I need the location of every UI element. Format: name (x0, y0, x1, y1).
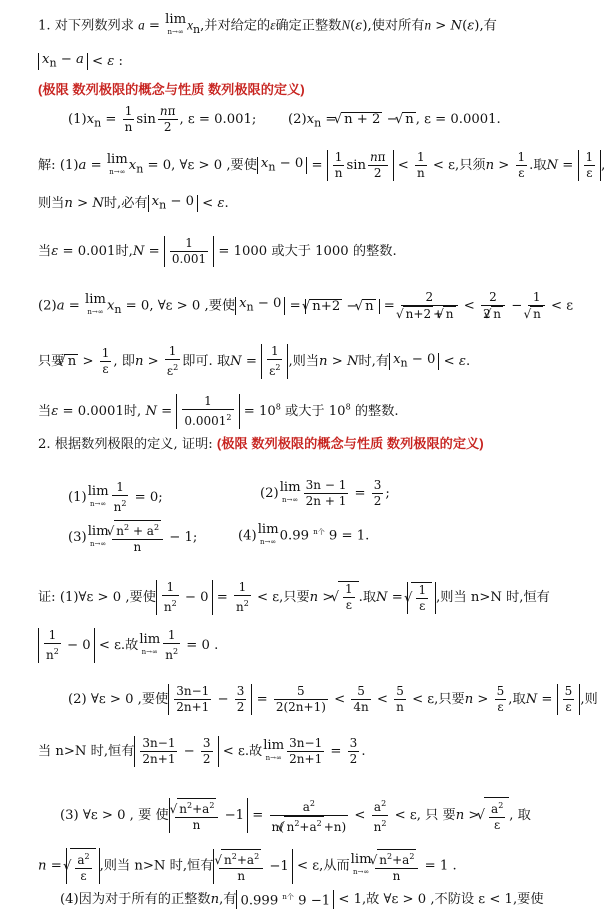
proof-3-cont: n = √ $\frac{a^2}{\varepsilon}$ ,则当 n>N 时,恒有 √ $\frac{n^2+a^2}{n}$ −1 < ε,从而 lim n→∞ √ $\frac{n^2+a^2}{n}$ = 1 . (38, 848, 457, 884)
text: ,则当 (288, 354, 320, 369)
text: = 1000 或大于 1000 的整数. (218, 244, 397, 259)
text: 或大于 (285, 404, 325, 419)
proof-2-cont: 当 n>N 时,恒有 $\frac{3n-1}{2n+1}$ − $\frac{3}{2}$ < ε.故 lim n→∞ $\frac{3n-1}{2n+1}$ = $\frac{3}{2}$ . (38, 736, 366, 766)
text: ,有 (219, 892, 237, 907)
text: ,并对给定的 (200, 18, 271, 34)
text: .故 (120, 638, 139, 653)
text: 只要 (38, 354, 65, 369)
text: , ∀ε > 0 ,要使 (171, 158, 257, 173)
text: 对下列数列求 (54, 18, 134, 34)
p2-item-3: (3) lim n→∞ √ $\frac{n^2 + a^2}{n}$ − 1; (68, 520, 197, 555)
text: , 取 (509, 808, 531, 823)
text: .取 (358, 590, 377, 605)
label: (3) (68, 530, 87, 545)
label: (2) (288, 112, 307, 127)
text: (1)∀ε > 0 ,要使 (59, 590, 156, 605)
text: , ∀ε > 0 ,要使 (149, 298, 236, 314)
text: 的整数. (354, 404, 399, 419)
text: ,则 (580, 692, 598, 707)
text: 时, (115, 244, 133, 259)
text: 则当 (38, 196, 65, 211)
proof-3: (3) ∀ε > 0 , 要 使 √ $\frac{n^2+a^2}{n}$ −1 = $\frac{a^2}{n(√ n^2+a^2 +n)}$ < $\frac{a^2}{n^2}$ < ε, 只 要n > √ $\frac{a^2}{\varepsilon}$ , 取 (60, 796, 531, 835)
problem-1-statement: 1. 对下列数列求 a = lim n→∞ $x_n$,并对给定的ε确定正整数N(ε),使对所有n > N(ε),有 (38, 12, 497, 37)
solution-2: (2)a = lim n→∞ $x_n = 0$, ∀ε > 0 ,要使 $x_n - 0$ = √ n+2 − √ n = 2 √ n+2 +√ n < $\frac{2}{2√ n}$ − 1 √ n < ε (38, 290, 573, 322)
label: (1) (59, 158, 79, 173)
text: 时,有 (358, 354, 390, 369)
text: 证明: (181, 437, 213, 452)
text: 当 (38, 404, 52, 419)
p2-item-1: (1) lim n→∞ $\frac{1}{n^2}$ = 0; (68, 480, 163, 514)
item-2: $(2)x_n$ = √ n + 2 − √ n , ε = 0.0001. (288, 110, 501, 134)
text: , 即 (113, 354, 135, 369)
section-tag: (极限 数列极限的概念与性质 数列极限的定义) (38, 82, 305, 97)
solution-1-cont: 则当n > N时,必有 $x_n - 0 < \varepsilon$. (38, 193, 229, 212)
problem-2-statement (38, 434, 484, 455)
nines-label: n个 (282, 893, 294, 902)
eps: ε = 0.001; (187, 112, 257, 127)
problem-number: 2. (38, 437, 51, 452)
label: 解: (38, 158, 56, 173)
text: (4)因为对于所有的正整数 (60, 892, 211, 907)
text: 时,必有 (103, 196, 148, 211)
p2-item-2: (2) lim n→∞ $\frac{3n - 1}{2n + 1}$ = $\frac{3}{2}$ ; (260, 478, 390, 508)
text: ,只须 (455, 158, 486, 173)
text: 当 (38, 244, 52, 259)
label: (2) (38, 298, 57, 314)
text: 确定正整数 (275, 18, 342, 34)
text: 即可. 取 (182, 354, 231, 369)
text: (3) ∀ε > 0 , 要 使 (60, 808, 169, 823)
label: (1) (68, 112, 87, 127)
text: (2) ∀ε > 0 ,要使 (68, 692, 169, 707)
nines-label: n个 (313, 528, 325, 536)
proof-1: 证: (1)∀ε > 0 ,要使 $\frac{1}{n^2}$ − 0 = $\frac{1}{n^2}$ < ε,只要n > √ $\frac{1}{\varepsilon}$ .取N = √ $\frac{1}{\varepsilon}$ ,则当 n>N 时,恒有 (38, 580, 550, 615)
solution-2-cont: 只要√ n > $\frac{1}{\varepsilon}$ , 即n > $\frac{1}{\varepsilon^2}$ 即可. 取N = $\frac{1}{\varepsilon^2}$ ,则当n > N时,有 $x_n - 0 < \varepsilon$. (38, 344, 470, 379)
text: , 只 要 (416, 808, 456, 823)
section-tag: (极限 数列极限的概念与性质 数列极限的定义) (216, 436, 484, 451)
text: 时, (123, 404, 142, 419)
text: 当 n>N 时,恒有 (38, 744, 135, 759)
text: ,从而 (319, 858, 350, 874)
proof-1-cont: $\frac{1}{n^2}$ − 0 < ε.故 lim n→∞ $\frac{1}{n^2}$ = 0 . (38, 628, 218, 663)
item-1: $(1)x_n$ = $\frac{1}{n}$ sin $\frac{n\pi}{2}$ , ε = 0.001; (68, 104, 257, 134)
text: ,则当 n>N 时,恒有 (99, 858, 214, 874)
label: 证: (38, 590, 56, 605)
text: .取 (529, 158, 547, 173)
condition: $x_n - a < \varepsilon$ : (38, 52, 123, 72)
text: ,有 (479, 18, 497, 34)
text: .故 (244, 744, 263, 759)
label: (4) (238, 528, 257, 544)
proof-2: (2) ∀ε > 0 ,要使 $\frac{3n-1}{2n+1}$ − $\frac{3}{2}$ = $\frac{5}{2(2n+1)}$ < $\frac{5}{4n}$ < $\frac{5}{n}$ < ε,只要n > $\frac{5}{\varepsilon}$ ,取N = $\frac{5}{\varepsilon}$ ,则 (68, 684, 598, 714)
text: ,则当 n>N 时,恒有 (436, 590, 550, 605)
text: ,故 ∀ε > 0 ,不防设 ε < 1,要使 (361, 892, 544, 907)
label: (1) (68, 490, 87, 505)
p2-item-4: (4) lim n→∞ 0.99 $^{n个}$ 9 = 1. (238, 521, 370, 546)
problem-number: 1. (38, 18, 51, 34)
text: ,只要 (434, 692, 465, 707)
text: ,使对所有 (367, 18, 425, 34)
eps: ε = 0.0001. (424, 112, 501, 127)
label: (2) (260, 486, 279, 501)
text: ,只要 (279, 590, 310, 605)
solution-1-n: 当ε = 0.001时,N = $\frac{1}{0.001}$ = 1000 或大于 1000 的整数. (38, 236, 397, 266)
proof-4: (4)因为对于所有的正整数n,有 0.999 $^{n个}$ 9 −1 < 1,故 ∀ε > 0 ,不防设 ε < 1,要使 (60, 892, 544, 909)
solution-2-n: 当ε = 0.0001时, N = $\frac{1}{0.0001^2}$ = $10^8$ 或大于 $10^8$ 的整数. (38, 394, 399, 428)
text: ,取 (508, 692, 526, 707)
solution-1: 解: (1)a = lim n→∞ $x_n = 0$, ∀ε > 0 ,要使 $x_n - 0$ = $\frac{1}{n}$ sin $\frac{n\pi}{2}$ < $\frac{1}{n}$ < ε,只须n > $\frac{1}{\varepsilon}$ .取N = $\frac{1}{\varepsilon}$ , (38, 150, 605, 180)
text: 根据数列极限的定义, (54, 437, 178, 452)
